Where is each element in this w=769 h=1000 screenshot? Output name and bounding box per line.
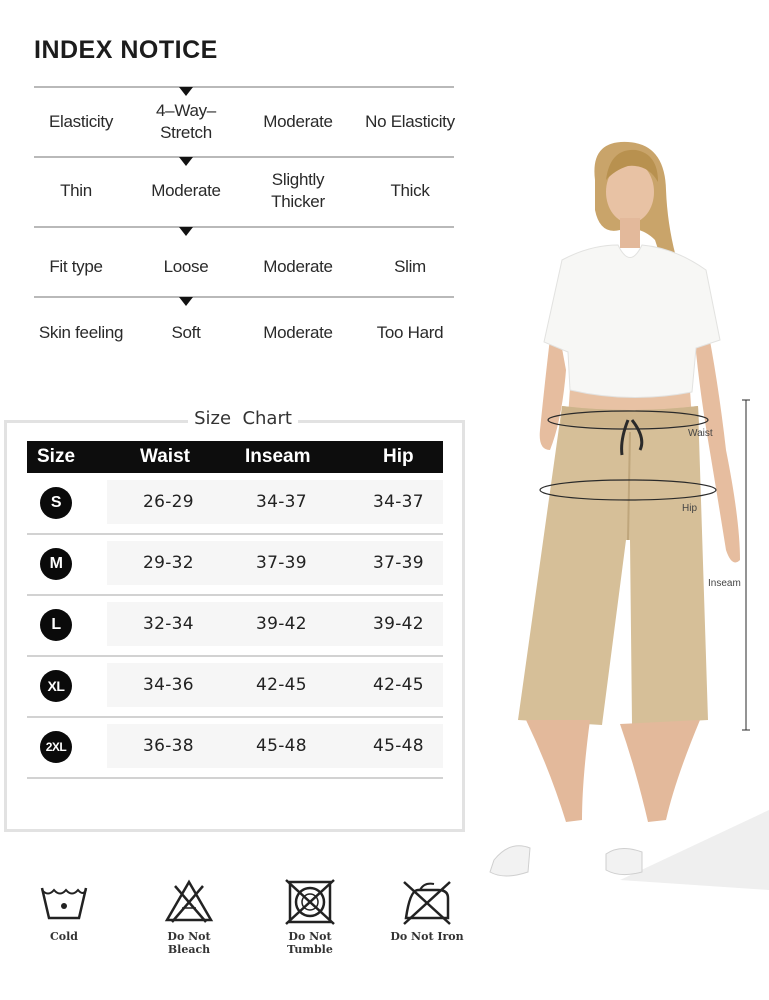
index-option: Loose [163,257,209,276]
index-option: Moderate [151,181,221,200]
index-option: Moderate [263,257,333,276]
index-option: Soft [171,323,201,342]
index-divider [34,156,454,158]
index-notice-section [0,0,470,360]
inseam-value: 37-39 [256,553,307,573]
index-option: Slim [394,257,426,276]
index-row-elasticity [20,96,460,148]
size-chart-header [27,441,443,473]
index-row-fit-type [20,241,460,293]
index-option: Too Hard [376,323,444,342]
table-row [27,472,443,533]
care-label: Do Not Bleach [167,930,211,956]
header-size: Size [37,446,76,467]
hand-wash-icon [37,878,91,926]
size-badge: S [40,487,72,519]
size-chart-title: Size Chart [194,408,292,429]
index-option: Slightly Thicker [271,170,325,211]
index-divider [34,86,454,88]
index-notice-title: INDEX NOTICE [34,36,218,64]
inseam-value: 34-37 [256,492,307,512]
index-row-label: Skin feeling [38,323,124,342]
index-option: Thick [390,181,430,200]
header-waist: Waist [140,446,190,467]
model-photo [470,120,769,890]
waist-value: 26-29 [143,492,194,512]
index-marker-triangle [179,87,193,96]
index-option: No Elasticity [365,112,455,131]
index-row-label: Elasticity [48,112,114,131]
waist-measure-label: Waist [688,428,713,439]
care-label: Do Not Tumble [287,930,333,956]
size-chart-frame-top [4,420,188,423]
care-do-not-tumble [270,878,350,968]
size-badge: XL [40,670,72,702]
index-divider [34,226,454,228]
waist-value: 29-32 [143,553,194,573]
table-row [27,655,443,716]
index-option: 4–Way–Stretch [156,101,216,142]
inseam-measure-label: Inseam [708,578,741,589]
row-divider [27,777,443,779]
inseam-value: 39-42 [256,614,307,634]
inseam-value: 45-48 [256,736,307,756]
size-badge: L [40,609,72,641]
table-row [27,594,443,655]
header-inseam: Inseam [245,446,311,467]
inseam-value: 42-45 [256,675,307,695]
care-hand-wash [24,878,104,968]
index-option: Moderate [263,323,333,342]
header-hip: Hip [383,446,414,467]
waist-value: 36-38 [143,736,194,756]
index-row-skin-feeling [20,307,460,359]
index-row-thickness [20,165,460,217]
index-marker-triangle [179,227,193,236]
table-row [27,533,443,594]
waist-value: 32-34 [143,614,194,634]
index-option: Moderate [263,112,333,131]
index-divider [34,296,454,298]
index-row-label: Thin [60,181,92,200]
hip-measure-label: Hip [682,503,698,514]
index-marker-triangle [179,297,193,306]
size-chart-frame-top [298,420,465,423]
care-label: Do Not Iron [390,930,464,943]
hip-value: 39-42 [373,614,424,634]
hip-value: 45-48 [373,736,424,756]
table-row [27,716,443,777]
do-not-iron-icon [400,878,454,926]
do-not-tumble-dry-icon [283,878,337,926]
hip-value: 37-39 [373,553,424,573]
index-row-label: Fit type [49,257,103,276]
care-do-not-bleach [149,878,229,968]
care-label: Cold [50,930,78,943]
do-not-bleach-icon [162,878,216,926]
hip-value: 42-45 [373,675,424,695]
size-badge: M [40,548,72,580]
size-badge: 2XL [40,731,72,763]
waist-value: 34-36 [143,675,194,695]
care-do-not-iron [387,878,467,968]
hip-value: 34-37 [373,492,424,512]
